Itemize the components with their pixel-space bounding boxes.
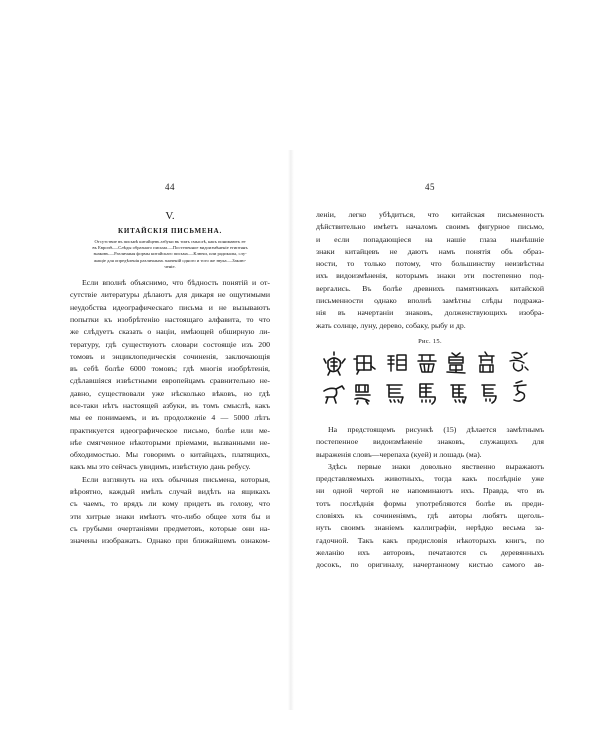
figure-caption: Рис. 15. [418,337,442,345]
text-line: Здѣсь первые знаки довольно явственно выражаютъ [328,461,544,471]
text-line: сдѣлавшiяся извѣстными европейцамъ сравнительно не- [70,376,270,386]
page-number-left: 44 [165,182,175,192]
text-line: практикуется идеографическое письмо, болѣе или ме- [70,425,270,435]
horse-glyph-3 [387,385,403,403]
summary-line: жащiе для опредѣленiя различныхъ значенiй одного и того же звука.—Заклю- [93,257,247,263]
text-line: давно, существовали уже нѣсколько вѣковъ, но гдѣ [70,388,270,398]
chapter-summary [70,239,270,270]
text-line: попытки къ изобрѣтенiю настоящаго алфавита, то что [70,314,270,324]
text-line: вѣроятно, каждый имѣлъ случай видѣть на ящикахъ [70,487,270,497]
summary-line: въ Европѣ.—Слѣды образнаго письма.—Постепенное видоизмѣненiе египтянъ [92,245,248,251]
text-line: все-таки нѣтъ настоящей азбуки, въ томъ смыслѣ, какъ [70,400,270,410]
horse-glyph-7 [514,381,526,401]
text-line: и если попадающiеся на нашiе глаза нынѣшнiе [316,234,544,244]
chinese-characters-figure [316,349,544,411]
text-line: съ чаемъ, то врядъ ли кому придетъ въ голову, что [70,499,270,509]
text-line: въ себѣ болѣе 6000 томовъ; гдѣ многiя изобрѣтенiя, [70,364,270,374]
text-line: нуть своимъ знанiемъ каллиграфiи, нерѣдко весьма за- [316,523,544,533]
horse-glyph-4 [420,384,435,404]
text-line: выраженiя словъ—черепаха (куей) и лошадь (ма). [316,449,482,459]
page-number-right: 45 [425,182,435,192]
text-line: дѣйствительно имѣетъ началомъ своимъ фигурное письмо, [316,222,544,232]
summary-line: знаковъ.—Различныя формы китайскаго письма.—Ключи, или радикалы, слу- [93,251,247,257]
text-line: съ грубыми очертанiями предметовъ, которые они на- [70,523,270,533]
text-line: нѣе смягченное нѣкоторыми прiемами, вызванными не- [70,437,270,447]
summary-line: ченiе. [164,263,176,269]
text-line: гадочной. Такъ какъ предисловiя нѣкоторыхъ книгъ, по [316,535,544,545]
book-spine [288,150,294,710]
horse-glyph-6 [482,385,496,403]
text-line: вергались. Въ болѣе древнихъ памятникахъ китайской [316,283,544,293]
right-page [316,150,544,710]
right-body-text [316,209,544,572]
chapter-number: V. [165,210,175,222]
text-line: письменности однако вполнѣ замѣтны слѣды подража- [316,296,544,306]
text-line: какъ мы это сейчасъ увидимъ, извѣстную дань ребусу. [70,462,251,472]
text-line: представляемыхъ животныхъ, тогда какъ послѣднiе уже [316,474,544,484]
turtle-glyph-5 [447,353,465,373]
horse-glyph-2 [355,385,370,404]
summary-line: Отсутствие въ письмѣ китайцевъ азбуки въ томъ смыслѣ, какъ понимаютъ ее [94,239,246,244]
text-line: ности, то только потому, что большинству неизвѣстны [316,259,544,269]
text-line: ленiи, легко убѣдиться, что китайская письменность [316,210,544,219]
text-line: нiя въ начертанiи знаковъ, долженствующихъ изобра- [316,308,544,318]
text-line: тотъ послѣднiя формы употребляются болѣе въ преди- [316,498,544,508]
right-body-text-after-figure [316,424,544,572]
text-line: ихъ видоизмѣненiя, которымъ знаки эти постепенно под- [316,271,544,281]
turtle-glyph-1 [324,352,345,375]
text-line: сутствiе литературы дѣлаютъ для дикаря не ощутимыми [70,290,270,300]
text-line: желанiю ихъ авторовъ, печатаются съ деревянныхъ [316,547,544,557]
turtle-glyph-3 [388,355,406,371]
text-line: постепенное видоизмѣненiе знаковъ, служащихъ для [316,437,544,447]
horse-glyph-1 [324,386,344,403]
text-line: неудобства идеографическаго письма и не вызываютъ [70,302,270,312]
text-line: тературу, гдѣ существуютъ словари состоящiе изъ 200 [70,339,270,349]
turtle-glyph-2 [354,356,375,374]
horse-glyph-5 [451,385,466,403]
text-line: томовъ и энциклопедическiя сочиненiя, заключающiя [70,351,270,361]
text-line: обходимостью. Мы говоримъ о китайцахъ, платящихъ, [70,450,270,460]
text-line: На предстоящемъ рисункѣ (15) дѣлается замѣтнымъ [328,424,544,434]
chapter-title: КИТАЙСКIЯ ПИСЬМЕНА. [117,227,223,235]
text-line: досокъ, по оригиналу, начертанному кистью самого ав- [316,560,544,570]
text-line: жать солнце, луну, дерево, собаку, рыбу и др. [316,320,466,330]
text-line: словiяхъ къ сочиненiямъ, гдѣ авторы любятъ щеголь- [316,511,544,521]
text-line: знаки китайцевъ не даютъ намъ понятiя объ образ- [316,246,544,256]
turtle-glyph-7 [510,352,528,371]
left-page [70,150,270,710]
text-line: эти хитрые знаки имѣютъ что-либо общее хотя бы и [70,511,270,521]
text-line: ни одной чертой не напоминаютъ ихъ. Правда, что въ [316,486,544,496]
left-body-text [70,277,270,548]
text-line: Если взглянуть на ихъ обычныя письмена, которыя, [82,474,270,484]
turtle-glyph-6 [479,352,494,372]
text-line: мы ее понимаемъ, и въ продолженiе 4 — 5000 лѣтъ [70,413,270,423]
text-line: же слѣдуетъ сказать о нацiи, имѣющей обширную ли- [70,327,270,337]
turtle-glyph-4 [418,355,436,372]
text-line: значены изображать. Однако при ближайшемъ ознаком- [70,536,270,546]
text-line: Если вполнѣ объяснимо, что бѣдность понятiй и от- [82,278,270,288]
